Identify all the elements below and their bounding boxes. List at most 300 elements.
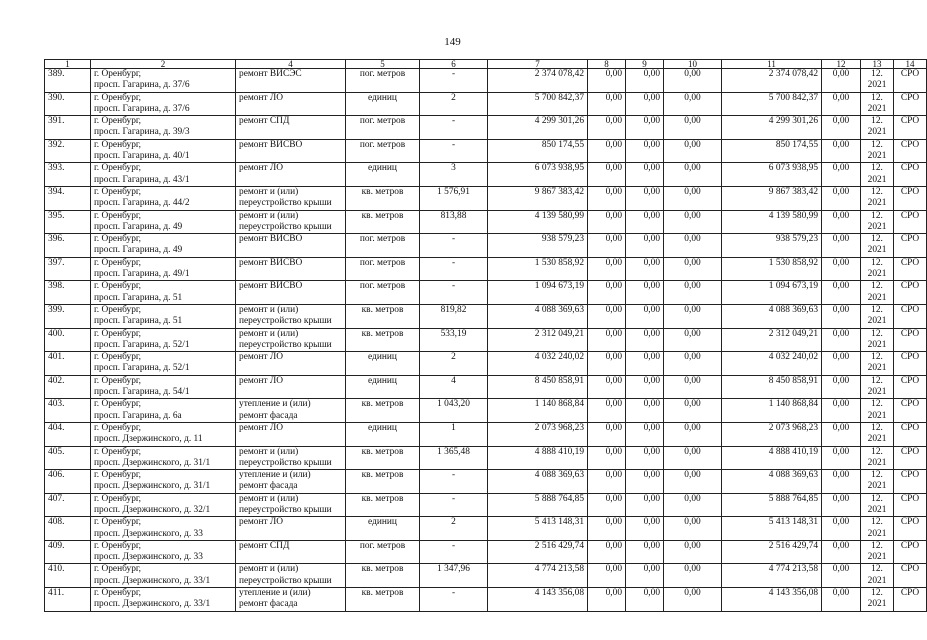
quantity-cell (420, 92, 488, 116)
value-cell-10 (664, 304, 722, 328)
value-cell-10-line: 0,00 (684, 234, 701, 245)
funding-source-cell (894, 328, 927, 352)
deadline-cell-line: 2021 (867, 245, 887, 256)
row-number-cell (45, 328, 91, 352)
table-row (45, 69, 927, 93)
quantity-cell (420, 470, 488, 494)
unit-cell (346, 163, 420, 187)
table-row (45, 304, 927, 328)
value-cell-10 (664, 588, 722, 612)
value-cell-8-line: 0,00 (605, 210, 622, 221)
total-cost-cell-line: 5 413 148,31 (534, 517, 584, 528)
deadline-cell-line: 2021 (867, 80, 887, 91)
funding-source-cell-line: СРО (900, 588, 920, 599)
row-number-cell-line: 396. (48, 234, 65, 245)
address-cell (91, 375, 236, 399)
value-cell-10-line: 0,00 (684, 352, 701, 363)
value-cell-9-line: 0,00 (643, 69, 660, 79)
address-cell-line: г. Оренбург, (94, 234, 142, 245)
total-cost-cell-line: 2 516 429,74 (534, 540, 584, 551)
work-type-cell (236, 588, 346, 612)
total-cost-cell-line: 4 888 410,19 (534, 446, 584, 457)
quantity-cell (420, 281, 488, 305)
value-cell-9 (626, 257, 664, 281)
value-cell-10 (664, 493, 722, 517)
value-cell-8-line: 0,00 (605, 564, 622, 575)
total-cost-cell-line: 4 143 356,08 (534, 588, 584, 599)
value-cell-12-line: 0,00 (832, 210, 850, 221)
total-cost-cell (488, 281, 588, 305)
address-cell-line: г. Оренбург, (94, 210, 142, 221)
address-cell-line: г. Оренбург, (94, 163, 142, 174)
deadline-cell-line: 2021 (867, 269, 887, 280)
value-cell-10 (664, 92, 722, 116)
work-type-cell (236, 186, 346, 210)
address-cell-line: просп. Гагарина, д. 49 (94, 221, 183, 232)
work-type-cell (236, 139, 346, 163)
deadline-cell (861, 257, 894, 281)
value-cell-9-line: 0,00 (643, 210, 660, 221)
address-cell-line: просп. Гагарина, д. 49/1 (94, 269, 190, 280)
address-cell-line: просп. Гагарина, д. 39/3 (94, 127, 190, 138)
address-cell (91, 422, 236, 446)
value-cell-8 (588, 517, 626, 541)
work-type-cell (236, 210, 346, 234)
value-cell-9 (626, 69, 664, 93)
value-cell-11-line: 850 174,55 (775, 139, 818, 150)
work-type-cell (236, 375, 346, 399)
funding-source-cell (894, 588, 927, 612)
value-cell-11-line: 8 450 858,91 (768, 375, 818, 386)
value-cell-12-line: 0,00 (832, 304, 850, 315)
unit-cell (346, 234, 420, 258)
value-cell-8-line: 0,00 (605, 422, 622, 433)
value-cell-11-line: 4 139 580,99 (768, 210, 818, 221)
row-number-cell-line: 389. (48, 69, 65, 79)
unit-cell-line: пог. метров (359, 116, 406, 127)
deadline-cell-line: 2021 (867, 552, 887, 563)
address-cell-line: просп. Гагарина, д. 43/1 (94, 174, 190, 185)
quantity-cell-line: - (451, 281, 456, 292)
value-cell-10 (664, 186, 722, 210)
deadline-cell (861, 399, 894, 423)
value-cell-12 (822, 564, 861, 588)
value-cell-11 (722, 399, 822, 423)
unit-cell (346, 257, 420, 281)
address-cell-line: просп. Дзержинского, д. 11 (94, 434, 203, 445)
value-cell-12-line: 0,00 (832, 116, 850, 127)
value-cell-12-line: 0,00 (832, 257, 850, 268)
value-cell-8 (588, 328, 626, 352)
work-type-cell-line: ремонт ВИСВО (239, 139, 303, 150)
value-cell-9 (626, 470, 664, 494)
value-cell-9-line: 0,00 (643, 257, 660, 268)
value-cell-12 (822, 116, 861, 140)
value-cell-12 (822, 234, 861, 258)
value-cell-8-line: 0,00 (605, 588, 622, 599)
quantity-cell-line: - (451, 540, 456, 551)
value-cell-9 (626, 540, 664, 564)
deadline-cell-line: 12. (871, 493, 883, 504)
row-number-cell (45, 517, 91, 541)
value-cell-11-line: 2 516 429,74 (768, 540, 818, 551)
address-cell (91, 352, 236, 376)
value-cell-10-line: 0,00 (684, 210, 701, 221)
value-cell-12-line: 0,00 (832, 588, 850, 599)
value-cell-8 (588, 422, 626, 446)
deadline-cell (861, 328, 894, 352)
value-cell-12 (822, 493, 861, 517)
address-cell-line: просп. Дзержинского, д. 33/1 (94, 575, 211, 586)
value-cell-11-line: 4 088 369,63 (768, 470, 818, 481)
quantity-cell (420, 564, 488, 588)
total-cost-cell (488, 210, 588, 234)
column-header: 2 (91, 60, 236, 69)
address-cell-line: просп. Гагарина, д. 51 (94, 292, 183, 303)
quantity-cell (420, 422, 488, 446)
value-cell-12 (822, 257, 861, 281)
total-cost-cell (488, 375, 588, 399)
unit-cell (346, 399, 420, 423)
deadline-cell-line: 2021 (867, 363, 887, 374)
quantity-cell (420, 375, 488, 399)
work-type-cell-line: ремонт ЛО (239, 92, 284, 103)
deadline-cell-line: 12. (871, 517, 883, 528)
value-cell-11 (722, 328, 822, 352)
unit-cell-line: единиц (368, 163, 397, 174)
value-cell-9-line: 0,00 (643, 588, 660, 599)
value-cell-8-line: 0,00 (605, 234, 622, 245)
funding-source-cell-line: СРО (900, 422, 920, 433)
value-cell-12 (822, 281, 861, 305)
funding-source-cell-line: СРО (900, 186, 920, 197)
unit-cell (346, 446, 420, 470)
total-cost-cell-line: 2 374 078,42 (534, 69, 584, 79)
row-number-cell (45, 92, 91, 116)
work-type-cell-line: ремонт и (или) (239, 328, 299, 339)
funding-source-cell-line: СРО (900, 257, 920, 268)
value-cell-8-line: 0,00 (605, 186, 622, 197)
value-cell-12-line: 0,00 (832, 540, 850, 551)
deadline-cell-line: 2021 (867, 387, 887, 398)
quantity-cell (420, 517, 488, 541)
value-cell-11-line: 1 530 858,92 (768, 257, 818, 268)
row-number-cell (45, 186, 91, 210)
value-cell-9-line: 0,00 (643, 186, 660, 197)
value-cell-9-line: 0,00 (643, 493, 660, 504)
address-cell (91, 564, 236, 588)
value-cell-9 (626, 304, 664, 328)
table-row (45, 257, 927, 281)
address-cell (91, 399, 236, 423)
quantity-cell-line: - (451, 69, 456, 79)
deadline-cell-line: 12. (871, 139, 883, 150)
row-number-cell (45, 234, 91, 258)
row-number-cell-line: 395. (48, 210, 65, 221)
value-cell-9-line: 0,00 (643, 116, 660, 127)
funding-source-cell-line: СРО (900, 375, 920, 386)
value-cell-12-line: 0,00 (832, 422, 850, 433)
funding-source-cell (894, 234, 927, 258)
unit-cell-line: пог. метров (359, 257, 406, 268)
value-cell-9 (626, 186, 664, 210)
deadline-cell-line: 2021 (867, 599, 887, 610)
value-cell-8-line: 0,00 (605, 517, 622, 528)
value-cell-10-line: 0,00 (684, 588, 701, 599)
deadline-cell-line: 2021 (867, 410, 887, 421)
value-cell-11 (722, 139, 822, 163)
quantity-cell (420, 116, 488, 140)
column-header: 9 (626, 60, 664, 69)
unit-cell-line: кв. метров (361, 493, 404, 504)
value-cell-11-line: 6 073 938,95 (768, 163, 818, 174)
deadline-cell (861, 470, 894, 494)
deadline-cell (861, 210, 894, 234)
quantity-cell (420, 210, 488, 234)
value-cell-10 (664, 375, 722, 399)
column-header: 5 (346, 60, 420, 69)
address-cell-line: просп. Гагарина, д. 44/2 (94, 198, 190, 209)
row-number-cell (45, 281, 91, 305)
total-cost-cell (488, 446, 588, 470)
row-number-cell-line: 393. (48, 163, 65, 174)
row-number-cell-line: 399. (48, 304, 65, 315)
row-number-cell-line: 392. (48, 139, 65, 150)
value-cell-10-line: 0,00 (684, 399, 701, 410)
value-cell-12-line: 0,00 (832, 493, 850, 504)
deadline-cell-line: 2021 (867, 103, 887, 114)
unit-cell-line: кв. метров (361, 588, 404, 599)
value-cell-8 (588, 588, 626, 612)
work-type-cell-line: переустройство крыши (239, 575, 332, 586)
work-type-cell (236, 304, 346, 328)
deadline-cell-line: 12. (871, 352, 883, 363)
table-row (45, 116, 927, 140)
funding-source-cell (894, 446, 927, 470)
unit-cell-line: кв. метров (361, 564, 404, 575)
funding-source-cell-line: СРО (900, 540, 920, 551)
total-cost-cell-line: 8 450 858,91 (534, 375, 584, 386)
address-cell (91, 517, 236, 541)
total-cost-cell (488, 163, 588, 187)
table-row (45, 588, 927, 612)
value-cell-12-line: 0,00 (832, 517, 850, 528)
value-cell-12 (822, 163, 861, 187)
funding-source-cell (894, 281, 927, 305)
deadline-cell-line: 2021 (867, 504, 887, 515)
deadline-cell (861, 234, 894, 258)
row-number-cell (45, 257, 91, 281)
work-type-cell-line: ремонт и (или) (239, 493, 299, 504)
value-cell-9 (626, 210, 664, 234)
address-cell-line: г. Оренбург, (94, 116, 142, 127)
work-type-cell-line: ремонт фасада (239, 410, 298, 421)
deadline-cell-line: 2021 (867, 151, 887, 162)
column-header: 11 (722, 60, 822, 69)
address-cell (91, 234, 236, 258)
column-header: 10 (664, 60, 722, 69)
table-row (45, 163, 927, 187)
column-header: 13 (861, 60, 894, 69)
deadline-cell-line: 2021 (867, 528, 887, 539)
work-type-cell-line: ремонт ВИСВО (239, 281, 303, 292)
value-cell-9-line: 0,00 (643, 352, 660, 363)
funding-source-cell-line: СРО (900, 352, 920, 363)
total-cost-cell (488, 139, 588, 163)
table-row (45, 210, 927, 234)
value-cell-8-line: 0,00 (605, 116, 622, 127)
address-cell-line: г. Оренбург, (94, 564, 142, 575)
unit-cell-line: единиц (368, 517, 397, 528)
total-cost-cell-line: 4 088 369,63 (534, 470, 584, 481)
quantity-cell (420, 257, 488, 281)
value-cell-11 (722, 234, 822, 258)
unit-cell-line: единиц (368, 422, 397, 433)
row-number-cell-line: 405. (48, 446, 65, 457)
deadline-cell-line: 12. (871, 116, 883, 127)
funding-source-cell-line: СРО (900, 446, 920, 457)
address-cell-line: просп. Гагарина, д. 52/1 (94, 363, 190, 374)
deadline-cell (861, 375, 894, 399)
deadline-cell-line: 12. (871, 470, 883, 481)
quantity-cell-line: - (451, 116, 456, 127)
total-cost-cell-line: 4 088 369,63 (534, 304, 584, 315)
value-cell-12 (822, 186, 861, 210)
work-type-cell-line: ремонт и (или) (239, 210, 299, 221)
value-cell-11-line: 4 032 240,02 (768, 352, 818, 363)
value-cell-8 (588, 210, 626, 234)
deadline-cell-line: 12. (871, 304, 883, 315)
value-cell-11-line: 9 867 383,42 (768, 186, 818, 197)
value-cell-12 (822, 470, 861, 494)
value-cell-12-line: 0,00 (832, 163, 850, 174)
work-type-cell-line: ремонт ЛО (239, 517, 284, 528)
value-cell-9-line: 0,00 (643, 446, 660, 457)
unit-cell (346, 470, 420, 494)
work-type-cell (236, 257, 346, 281)
work-type-cell (236, 422, 346, 446)
deadline-cell-line: 2021 (867, 174, 887, 185)
unit-cell (346, 375, 420, 399)
row-number-cell (45, 139, 91, 163)
table-row (45, 352, 927, 376)
row-number-cell-line: 410. (48, 564, 65, 575)
table-row (45, 139, 927, 163)
quantity-cell-line: 1 347,96 (437, 564, 470, 575)
quantity-cell (420, 304, 488, 328)
address-cell (91, 470, 236, 494)
quantity-cell (420, 328, 488, 352)
work-type-cell (236, 399, 346, 423)
quantity-cell-line: - (451, 470, 456, 481)
funding-source-cell-line: СРО (900, 328, 920, 339)
value-cell-10-line: 0,00 (684, 186, 701, 197)
funding-source-cell (894, 139, 927, 163)
column-header: 4 (236, 60, 346, 69)
value-cell-9 (626, 446, 664, 470)
quantity-cell-line: 3 (451, 163, 456, 174)
value-cell-9 (626, 281, 664, 305)
unit-cell (346, 139, 420, 163)
total-cost-cell-line: 850 174,55 (541, 139, 584, 150)
value-cell-8 (588, 446, 626, 470)
quantity-cell (420, 446, 488, 470)
column-header: 1 (45, 60, 91, 69)
value-cell-8 (588, 234, 626, 258)
value-cell-8-line: 0,00 (605, 446, 622, 457)
total-cost-cell-line: 1 530 858,92 (534, 257, 584, 268)
deadline-cell (861, 517, 894, 541)
value-cell-8 (588, 375, 626, 399)
value-cell-9 (626, 517, 664, 541)
address-cell (91, 281, 236, 305)
table-row (45, 399, 927, 423)
work-type-cell (236, 92, 346, 116)
table-row (45, 470, 927, 494)
row-number-cell (45, 564, 91, 588)
funding-source-cell (894, 116, 927, 140)
quantity-cell-line: 813,88 (440, 210, 467, 221)
address-cell-line: г. Оренбург, (94, 92, 142, 103)
work-type-cell-line: переустройство крыши (239, 339, 332, 350)
address-cell-line: г. Оренбург, (94, 588, 142, 599)
deadline-cell-line: 12. (871, 69, 883, 79)
table-row (45, 234, 927, 258)
value-cell-9-line: 0,00 (643, 92, 660, 103)
value-cell-12-line: 0,00 (832, 234, 850, 245)
total-cost-cell (488, 517, 588, 541)
deadline-cell-line: 2021 (867, 339, 887, 350)
value-cell-9-line: 0,00 (643, 139, 660, 150)
unit-cell-line: единиц (368, 375, 397, 386)
address-cell-line: г. Оренбург, (94, 328, 142, 339)
total-cost-cell-line: 4 032 240,02 (534, 352, 584, 363)
deadline-cell (861, 493, 894, 517)
value-cell-10 (664, 564, 722, 588)
column-header: 8 (588, 60, 626, 69)
total-cost-cell-line: 1 094 673,19 (534, 281, 584, 292)
value-cell-12-line: 0,00 (832, 186, 850, 197)
value-cell-8-line: 0,00 (605, 163, 622, 174)
unit-cell (346, 69, 420, 93)
value-cell-8 (588, 186, 626, 210)
deadline-cell-line: 2021 (867, 198, 887, 209)
unit-cell (346, 186, 420, 210)
value-cell-9 (626, 493, 664, 517)
total-cost-cell (488, 116, 588, 140)
deadline-cell-line: 12. (871, 446, 883, 457)
value-cell-8-line: 0,00 (605, 352, 622, 363)
value-cell-12 (822, 139, 861, 163)
table-row (45, 422, 927, 446)
row-number-cell (45, 163, 91, 187)
deadline-cell-line: 12. (871, 399, 883, 410)
address-cell-line: г. Оренбург, (94, 352, 142, 363)
total-cost-cell (488, 540, 588, 564)
address-cell-line: просп. Гагарина, д. 37/6 (94, 103, 190, 114)
address-cell-line: г. Оренбург, (94, 422, 142, 433)
value-cell-12 (822, 375, 861, 399)
value-cell-12-line: 0,00 (832, 92, 850, 103)
deadline-cell (861, 163, 894, 187)
value-cell-10 (664, 399, 722, 423)
work-type-cell-line: ремонт фасада (239, 599, 298, 610)
work-type-cell-line: ремонт ВИСВО (239, 257, 303, 268)
value-cell-11 (722, 163, 822, 187)
value-cell-12-line: 0,00 (832, 281, 850, 292)
value-cell-11-line: 2 374 078,42 (768, 69, 818, 79)
work-type-cell (236, 352, 346, 376)
